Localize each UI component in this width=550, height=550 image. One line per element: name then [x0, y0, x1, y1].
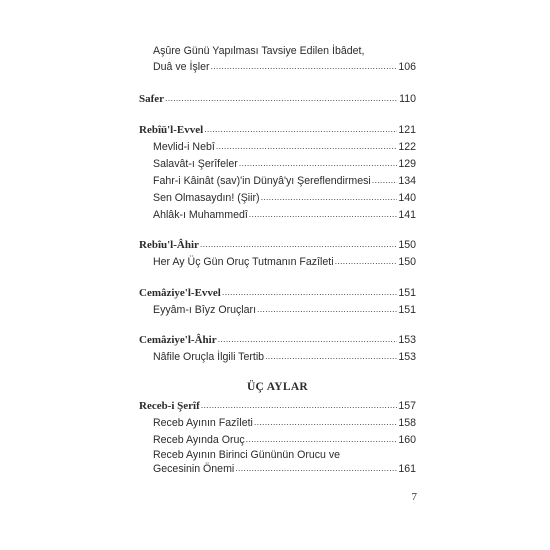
toc-section-rebiul-evvel[interactable] [139, 121, 416, 137]
toc-entry-page: 153 [398, 351, 416, 363]
toc-section-page: 121 [398, 124, 416, 136]
toc-entry[interactable] [153, 414, 416, 430]
dot-leader [201, 400, 398, 413]
toc-section-title: Rebîü'l-Evvel [139, 124, 204, 136]
toc-entry-receb-last-line1: Receb Ayının Birinci Gününün Orucu ve [153, 449, 341, 461]
dot-leader [235, 463, 397, 476]
toc-section-title: Cemâziye'l-Âhir [139, 334, 217, 346]
toc-entry-title: Duâ ve İşler [153, 61, 210, 73]
section-heading-uc-aylar: ÜÇ AYLAR [246, 381, 309, 393]
toc-entry-page: 161 [398, 463, 416, 475]
toc-entry-title: Receb Ayının Fazîleti [153, 417, 253, 429]
toc-section-rebiul-ahir[interactable] [139, 236, 416, 252]
dot-leader [165, 93, 398, 106]
dot-leader [239, 158, 398, 171]
toc-entry-asure[interactable] [153, 58, 416, 74]
dot-leader [257, 304, 397, 317]
toc-entry-page: 140 [398, 192, 416, 204]
toc-entry-title: Gecesinin Önemi [153, 463, 235, 475]
toc-entry[interactable] [153, 301, 416, 317]
dot-leader [211, 61, 398, 74]
toc-section-safer[interactable] [139, 90, 416, 106]
toc-section-page: 151 [398, 287, 416, 299]
toc-entry-page: 134 [398, 175, 416, 187]
toc-entry-title: Receb Ayında Oruç [153, 434, 245, 446]
dot-leader [204, 124, 397, 137]
dot-leader [372, 175, 398, 188]
toc-entry-title: Her Ay Üç Gün Oruç Tutmanın Fazîleti [153, 256, 334, 268]
dot-leader [218, 334, 398, 347]
toc-entry[interactable] [153, 206, 416, 222]
toc-entry-page: 122 [398, 141, 416, 153]
toc-section-cemaziyel-evvel[interactable] [139, 284, 416, 300]
toc-entry-asure-line1: Aşûre Günü Yapılması Tavsiye Edilen İbâdet, [153, 45, 365, 57]
toc-section-cemaziyel-ahir[interactable] [139, 331, 416, 347]
toc-entry-title: Mevlid-i Nebî [153, 141, 215, 153]
toc-section-page: 110 [399, 93, 416, 105]
dot-leader [261, 192, 398, 205]
toc-entry-page: 106 [398, 61, 416, 73]
toc-entry-title: Fahr-i Kâinât (sav)'in Dünyâ'yı Şereflendirmesi [153, 175, 371, 187]
toc-entry[interactable] [153, 348, 416, 364]
toc-entry-page: 151 [398, 304, 416, 316]
dot-leader [249, 209, 398, 222]
toc-section-title: Safer [139, 93, 165, 105]
page-number: 7 [411, 491, 417, 503]
toc-section-receb[interactable] [139, 397, 416, 413]
toc-section-title: Receb-i Şerîf [139, 400, 200, 412]
toc-entry-title: Nâfile Oruçla İlgili Tertib [153, 351, 265, 363]
toc-entry-title: Sen Olmasaydın! (Şiir) [153, 192, 260, 204]
toc-entry[interactable] [153, 189, 416, 205]
toc-entry-page: 141 [398, 209, 416, 221]
toc-entry-page: 150 [398, 256, 416, 268]
toc-section-page: 157 [398, 400, 416, 412]
toc-entry[interactable] [153, 155, 416, 171]
toc-entry-receb-last[interactable] [153, 460, 416, 476]
dot-leader [246, 434, 398, 447]
toc-entry[interactable] [153, 138, 416, 154]
toc-section-page: 150 [398, 239, 416, 251]
dot-leader [200, 239, 397, 252]
toc-entry-title: Salavât-ı Şerîfeler [153, 158, 238, 170]
toc-entry[interactable] [153, 431, 416, 447]
dot-leader [216, 141, 397, 154]
toc-entry[interactable] [153, 172, 416, 188]
toc-entry-page: 129 [398, 158, 416, 170]
dot-leader [265, 351, 397, 364]
toc-section-page: 153 [398, 334, 416, 346]
toc-section-title: Cemâziye'l-Evvel [139, 287, 221, 299]
toc-entry-page: 160 [398, 434, 416, 446]
dot-leader [222, 287, 397, 300]
dot-leader [254, 417, 397, 430]
toc-entry[interactable] [153, 253, 416, 269]
dot-leader [335, 256, 398, 269]
toc-section-title: Rebîu'l-Âhir [139, 239, 199, 251]
toc-entry-title: Ahlâk-ı Muhammedî [153, 209, 248, 221]
toc-entry-title: Eyyâm-ı Bîyz Oruçları [153, 304, 257, 316]
toc-entry-page: 158 [398, 417, 416, 429]
